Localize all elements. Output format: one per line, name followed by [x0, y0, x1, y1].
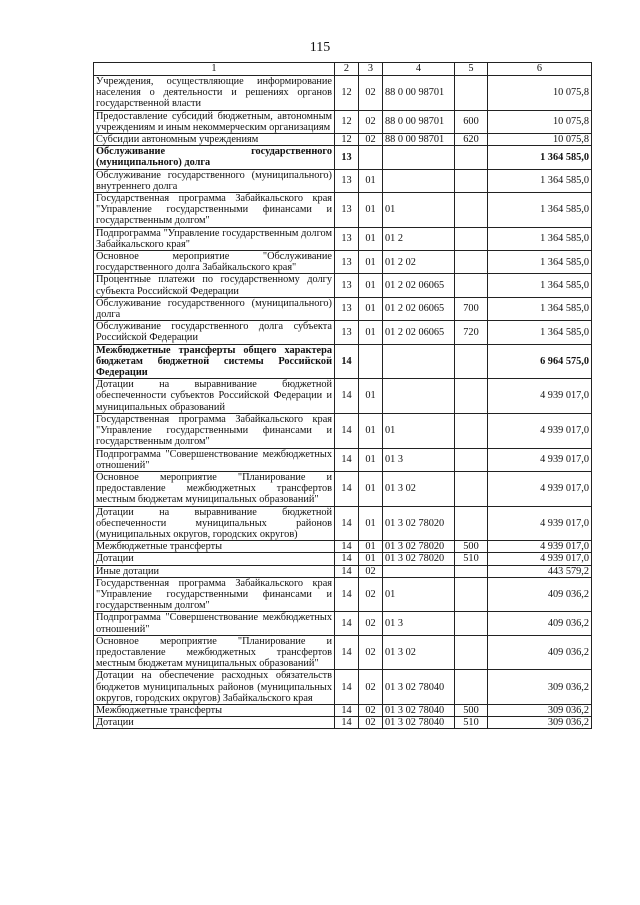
row-subsection: 01	[359, 506, 383, 541]
table-row	[94, 379, 592, 414]
row-amount: 409 036,2	[488, 577, 592, 612]
row-expense-type: 720	[455, 321, 488, 344]
row-amount: 4 939 017,0	[488, 448, 592, 471]
table-row	[94, 110, 592, 133]
table-row	[94, 169, 592, 192]
row-expense-type: 620	[455, 134, 488, 146]
row-section: 14	[335, 471, 359, 506]
header-col-1: 1	[94, 63, 335, 76]
row-target-code: 01 2 02 06065	[383, 274, 455, 297]
row-subsection: 01	[359, 251, 383, 274]
row-name: Дотации на выравнивание бюджетной обеспеченности муниципальных районов (муниципальных округов, городских округов)	[94, 506, 335, 541]
row-section: 12	[335, 110, 359, 133]
row-name: Государственная программа Забайкальского края "Управление государственными финансами и государственным долгом"	[94, 413, 335, 448]
row-expense-type	[455, 413, 488, 448]
row-target-code	[383, 169, 455, 192]
row-name: Иные дотации	[94, 565, 335, 577]
row-expense-type	[455, 169, 488, 192]
row-section: 14	[335, 577, 359, 612]
header-col-5: 5	[455, 63, 488, 76]
row-expense-type	[455, 635, 488, 670]
row-target-code: 01 3 02 78040	[383, 704, 455, 716]
row-section: 14	[335, 413, 359, 448]
row-subsection: 01	[359, 379, 383, 414]
row-amount: 443 579,2	[488, 565, 592, 577]
row-expense-type	[455, 76, 488, 111]
row-expense-type	[455, 565, 488, 577]
table-row	[94, 251, 592, 274]
row-name: Государственная программа Забайкальского края "Управление государственными финансами и государственным долгом"	[94, 577, 335, 612]
row-amount: 4 939 017,0	[488, 553, 592, 565]
row-target-code: 01	[383, 577, 455, 612]
row-amount: 1 364 585,0	[488, 274, 592, 297]
table-row	[94, 297, 592, 320]
row-subsection: 01	[359, 413, 383, 448]
row-expense-type: 500	[455, 541, 488, 553]
row-target-code: 88 0 00 98701	[383, 76, 455, 111]
row-amount: 309 036,2	[488, 704, 592, 716]
table-row	[94, 321, 592, 344]
row-section: 13	[335, 169, 359, 192]
row-section: 13	[335, 321, 359, 344]
row-amount: 1 364 585,0	[488, 146, 592, 169]
row-section: 14	[335, 379, 359, 414]
row-section: 14	[335, 541, 359, 553]
row-section: 13	[335, 274, 359, 297]
row-name: Дотации	[94, 553, 335, 565]
row-section: 14	[335, 553, 359, 565]
row-subsection: 02	[359, 717, 383, 729]
row-subsection: 02	[359, 670, 383, 705]
row-name: Обслуживание государственного (муниципального) долга	[94, 297, 335, 320]
row-subsection: 01	[359, 471, 383, 506]
row-name: Основное мероприятие "Обслуживание государственного долга Забайкальского края"	[94, 251, 335, 274]
row-target-code: 01 3 02 78020	[383, 506, 455, 541]
row-expense-type: 700	[455, 297, 488, 320]
row-target-code: 01 3	[383, 448, 455, 471]
row-expense-type	[455, 506, 488, 541]
header-col-3: 3	[359, 63, 383, 76]
row-expense-type	[455, 577, 488, 612]
row-amount: 6 964 575,0	[488, 344, 592, 379]
table-row	[94, 134, 592, 146]
row-expense-type	[455, 344, 488, 379]
row-target-code: 01 3 02 78040	[383, 670, 455, 705]
table-row	[94, 577, 592, 612]
table-row	[94, 704, 592, 716]
row-amount: 1 364 585,0	[488, 169, 592, 192]
row-name: Учреждения, осуществляющие информирование населения о деятельности и решениях органов государственной власти	[94, 76, 335, 111]
table-row	[94, 76, 592, 111]
row-amount: 309 036,2	[488, 670, 592, 705]
row-amount: 4 939 017,0	[488, 471, 592, 506]
row-section: 14	[335, 704, 359, 716]
row-amount: 4 939 017,0	[488, 413, 592, 448]
table-row	[94, 146, 592, 169]
row-name: Дотации на выравнивание бюджетной обеспеченности субъектов Российской Федерации и муниципальных образований	[94, 379, 335, 414]
row-target-code	[383, 344, 455, 379]
table-row	[94, 344, 592, 379]
table-row	[94, 541, 592, 553]
row-section: 14	[335, 448, 359, 471]
row-target-code: 01	[383, 413, 455, 448]
row-target-code	[383, 565, 455, 577]
row-subsection: 02	[359, 134, 383, 146]
row-section: 13	[335, 227, 359, 250]
row-target-code: 01 3 02 78020	[383, 553, 455, 565]
row-expense-type	[455, 274, 488, 297]
row-name: Основное мероприятие "Планирование и предоставление межбюджетных трансфертов местным бюджетам муниципальных образований"	[94, 635, 335, 670]
table-row	[94, 565, 592, 577]
table-row	[94, 717, 592, 729]
row-name: Дотации	[94, 717, 335, 729]
row-name: Государственная программа Забайкальского края "Управление государственными финансами и государственным долгом"	[94, 193, 335, 228]
row-expense-type	[455, 227, 488, 250]
row-section: 13	[335, 146, 359, 169]
row-target-code: 01 3	[383, 612, 455, 635]
row-section: 14	[335, 612, 359, 635]
row-name: Подпрограмма "Совершенствование межбюджетных отношений"	[94, 612, 335, 635]
row-subsection: 02	[359, 704, 383, 716]
row-target-code: 88 0 00 98701	[383, 134, 455, 146]
row-target-code	[383, 146, 455, 169]
row-expense-type	[455, 146, 488, 169]
row-amount: 309 036,2	[488, 717, 592, 729]
row-target-code: 01 3 02 78020	[383, 541, 455, 553]
table-row	[94, 413, 592, 448]
row-target-code: 01 3 02 78040	[383, 717, 455, 729]
table-row	[94, 553, 592, 565]
row-amount: 4 939 017,0	[488, 379, 592, 414]
row-subsection: 01	[359, 448, 383, 471]
row-subsection: 01	[359, 553, 383, 565]
row-amount: 10 075,8	[488, 110, 592, 133]
row-section: 13	[335, 297, 359, 320]
row-section: 14	[335, 565, 359, 577]
row-subsection: 01	[359, 227, 383, 250]
row-amount: 10 075,8	[488, 76, 592, 111]
row-amount: 1 364 585,0	[488, 297, 592, 320]
row-expense-type	[455, 471, 488, 506]
row-target-code: 88 0 00 98701	[383, 110, 455, 133]
row-name: Субсидии автономным учреждениям	[94, 134, 335, 146]
row-section: 14	[335, 506, 359, 541]
row-amount: 10 075,8	[488, 134, 592, 146]
row-expense-type: 510	[455, 717, 488, 729]
row-subsection: 01	[359, 274, 383, 297]
row-subsection: 02	[359, 76, 383, 111]
row-subsection: 01	[359, 169, 383, 192]
row-expense-type	[455, 193, 488, 228]
row-subsection: 01	[359, 193, 383, 228]
row-target-code: 01 3 02	[383, 635, 455, 670]
header-col-2: 2	[335, 63, 359, 76]
row-name: Обслуживание государственного (муниципального) долга	[94, 146, 335, 169]
row-subsection: 02	[359, 110, 383, 133]
row-subsection: 02	[359, 565, 383, 577]
row-name: Процентные платежи по государственному долгу субъекта Российской Федерации	[94, 274, 335, 297]
row-subsection: 01	[359, 541, 383, 553]
row-amount: 1 364 585,0	[488, 193, 592, 228]
header-col-6: 6	[488, 63, 592, 76]
row-amount: 1 364 585,0	[488, 227, 592, 250]
row-section: 12	[335, 76, 359, 111]
row-expense-type: 500	[455, 704, 488, 716]
table-row	[94, 506, 592, 541]
row-target-code: 01 2 02	[383, 251, 455, 274]
row-expense-type	[455, 670, 488, 705]
row-name: Обслуживание государственного (муниципального) внутреннего долга	[94, 169, 335, 192]
table-row	[94, 193, 592, 228]
row-name: Подпрограмма "Совершенствование межбюджетных отношений"	[94, 448, 335, 471]
row-amount: 1 364 585,0	[488, 321, 592, 344]
row-amount: 409 036,2	[488, 612, 592, 635]
row-subsection: 02	[359, 577, 383, 612]
row-target-code: 01 2 02 06065	[383, 297, 455, 320]
row-section: 14	[335, 344, 359, 379]
table-row	[94, 448, 592, 471]
row-amount: 409 036,2	[488, 635, 592, 670]
row-subsection	[359, 344, 383, 379]
row-section: 13	[335, 193, 359, 228]
row-section: 13	[335, 251, 359, 274]
row-name: Межбюджетные трансферты	[94, 541, 335, 553]
row-expense-type: 510	[455, 553, 488, 565]
row-target-code: 01	[383, 193, 455, 228]
row-section: 14	[335, 717, 359, 729]
row-name: Обслуживание государственного долга субъекта Российской Федерации	[94, 321, 335, 344]
row-expense-type	[455, 379, 488, 414]
table-row	[94, 635, 592, 670]
row-amount: 1 364 585,0	[488, 251, 592, 274]
table-row	[94, 670, 592, 705]
row-name: Предоставление субсидий бюджетным, автономным учреждениям и иным некоммерческим организациям	[94, 110, 335, 133]
row-expense-type	[455, 612, 488, 635]
row-subsection: 02	[359, 635, 383, 670]
row-section: 12	[335, 134, 359, 146]
row-subsection: 02	[359, 612, 383, 635]
row-expense-type: 600	[455, 110, 488, 133]
row-subsection: 01	[359, 297, 383, 320]
table-row	[94, 612, 592, 635]
row-section: 14	[335, 670, 359, 705]
table-row	[94, 227, 592, 250]
row-target-code: 01 2 02 06065	[383, 321, 455, 344]
row-name: Межбюджетные трансферты	[94, 704, 335, 716]
header-col-4: 4	[383, 63, 455, 76]
row-target-code: 01 2	[383, 227, 455, 250]
row-name: Дотации на обеспечение расходных обязательств бюджетов муниципальных районов (муниципальных округов, городских округов) Забайкальского края	[94, 670, 335, 705]
row-expense-type	[455, 448, 488, 471]
row-subsection: 01	[359, 321, 383, 344]
row-section: 14	[335, 635, 359, 670]
row-name: Межбюджетные трансферты общего характера бюджетам бюджетной системы Российской Федерации	[94, 344, 335, 379]
row-name: Основное мероприятие "Планирование и предоставление межбюджетных трансфертов местным бюджетам муниципальных образований"	[94, 471, 335, 506]
row-target-code: 01 3 02	[383, 471, 455, 506]
row-name: Подпрограмма "Управление государственным долгом Забайкальского края"	[94, 227, 335, 250]
row-amount: 4 939 017,0	[488, 541, 592, 553]
table-header-row	[94, 63, 592, 76]
row-expense-type	[455, 251, 488, 274]
budget-table-body	[94, 63, 592, 729]
row-target-code	[383, 379, 455, 414]
budget-table	[93, 62, 592, 729]
table-row	[94, 274, 592, 297]
table-row	[94, 471, 592, 506]
row-subsection	[359, 146, 383, 169]
row-amount: 4 939 017,0	[488, 506, 592, 541]
page-number: 115	[309, 40, 331, 55]
